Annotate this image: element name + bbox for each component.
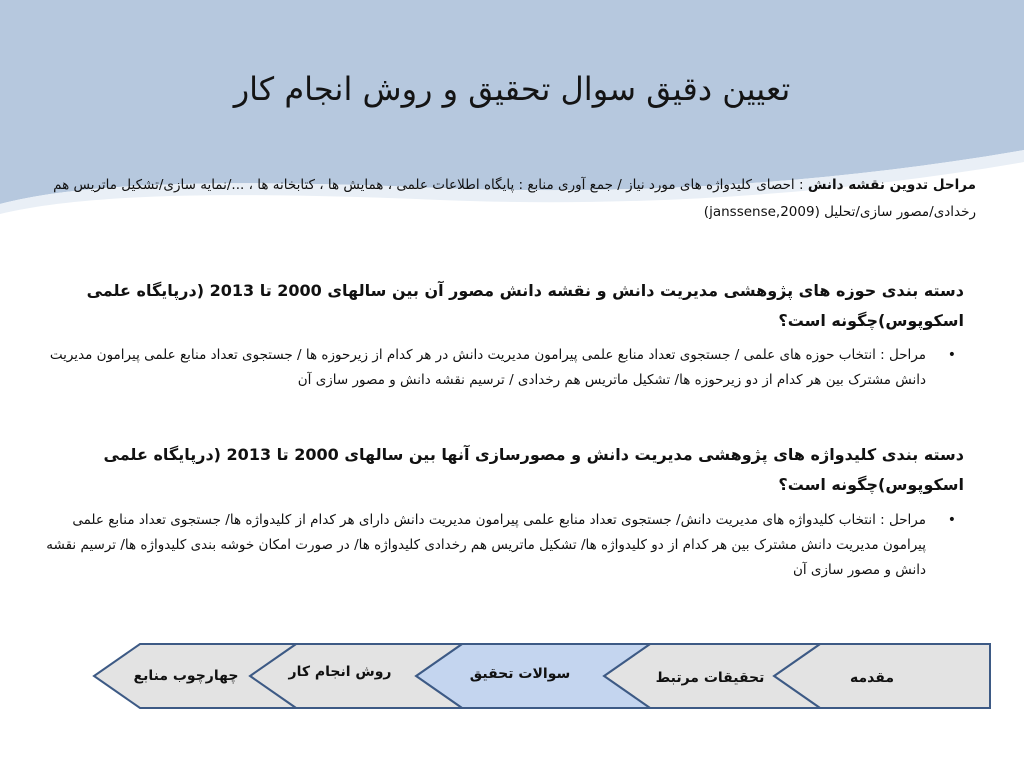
intro-lead: مراحل تدوین نقشه دانش <box>807 177 976 193</box>
nav-label-references-framework: چهارچوب منابع <box>133 668 239 684</box>
nav-label-introduction: مقدمه <box>850 670 894 686</box>
steps-text-2: مراحل : انتخاب کلیدواژه های مدیریت دانش/ جستجوی تعداد منابع علمی پیرامون مدیریت دانش دارای هر کدام از کلیدواژه ها/ جستجوی تعداد منابع علمی پیرامون مدیریت دانش مشترک بین هر کدام از دو کلیدواژه ها/ تشکیل ماتریس هم رخدادی کلیدواژه ها/ در صورت امکان خوشه بندی کلیدواژه ها/ ترسیم نقشه دانش و مصور سازی آن <box>46 512 926 578</box>
slide-title: تعیین دقیق سوال تحقیق و روش انجام کار <box>233 70 791 108</box>
nav-label-methodology: روش انجام کار <box>288 664 392 680</box>
nav-label-related-work: تحقیقات مرتبط <box>655 670 765 686</box>
steps-bullet-1 <box>40 343 956 393</box>
research-question-2: دسته بندی کلیدواژه های پژوهشی مدیریت دانش و مصورسازی آنها بین سالهای 2000 تا 2013 (درپایگاه علمی اسکوپوس)چگونه است؟ <box>103 445 964 494</box>
steps-bullet-2 <box>40 508 956 583</box>
bullet-dot: • <box>947 347 956 363</box>
steps-text-1: مراحل : انتخاب حوزه های علمی / جستجوی تعداد منابع علمی پیرامون مدیریت دانش در هر کدام از زیرحوزه ها / جستجوی تعداد منابع علمی پیرامون مدیریت دانش مشترک بین هر کدام از دو زیرحوزه ها/ تشکیل ماتریس هم رخدادی / ترسیم نقشه دانش و مصور سازی آن <box>49 347 926 388</box>
research-question-1: دسته بندی حوزه های پژوهشی مدیریت دانش و نقشه دانش مصور آن بین سالهای 2000 تا 2013 (درپایگاه علمی اسکوپوس)چگونه است؟ <box>86 281 964 330</box>
intro-paragraph <box>40 172 976 226</box>
bullet-dot: • <box>947 512 956 528</box>
nav-label-research-questions: سوالات تحقیق <box>469 666 571 682</box>
intro-text: : احصای کلیدواژه های مورد نیاز / جمع آوری منابع : پایگاه اطلاعات علمی ، همایش ها ، کتابخانه ها ، .../نمایه سازی/تشکیل ماتریس هم رخدادی/مصور سازی/تحلیل (janssense,2009) <box>53 177 976 220</box>
